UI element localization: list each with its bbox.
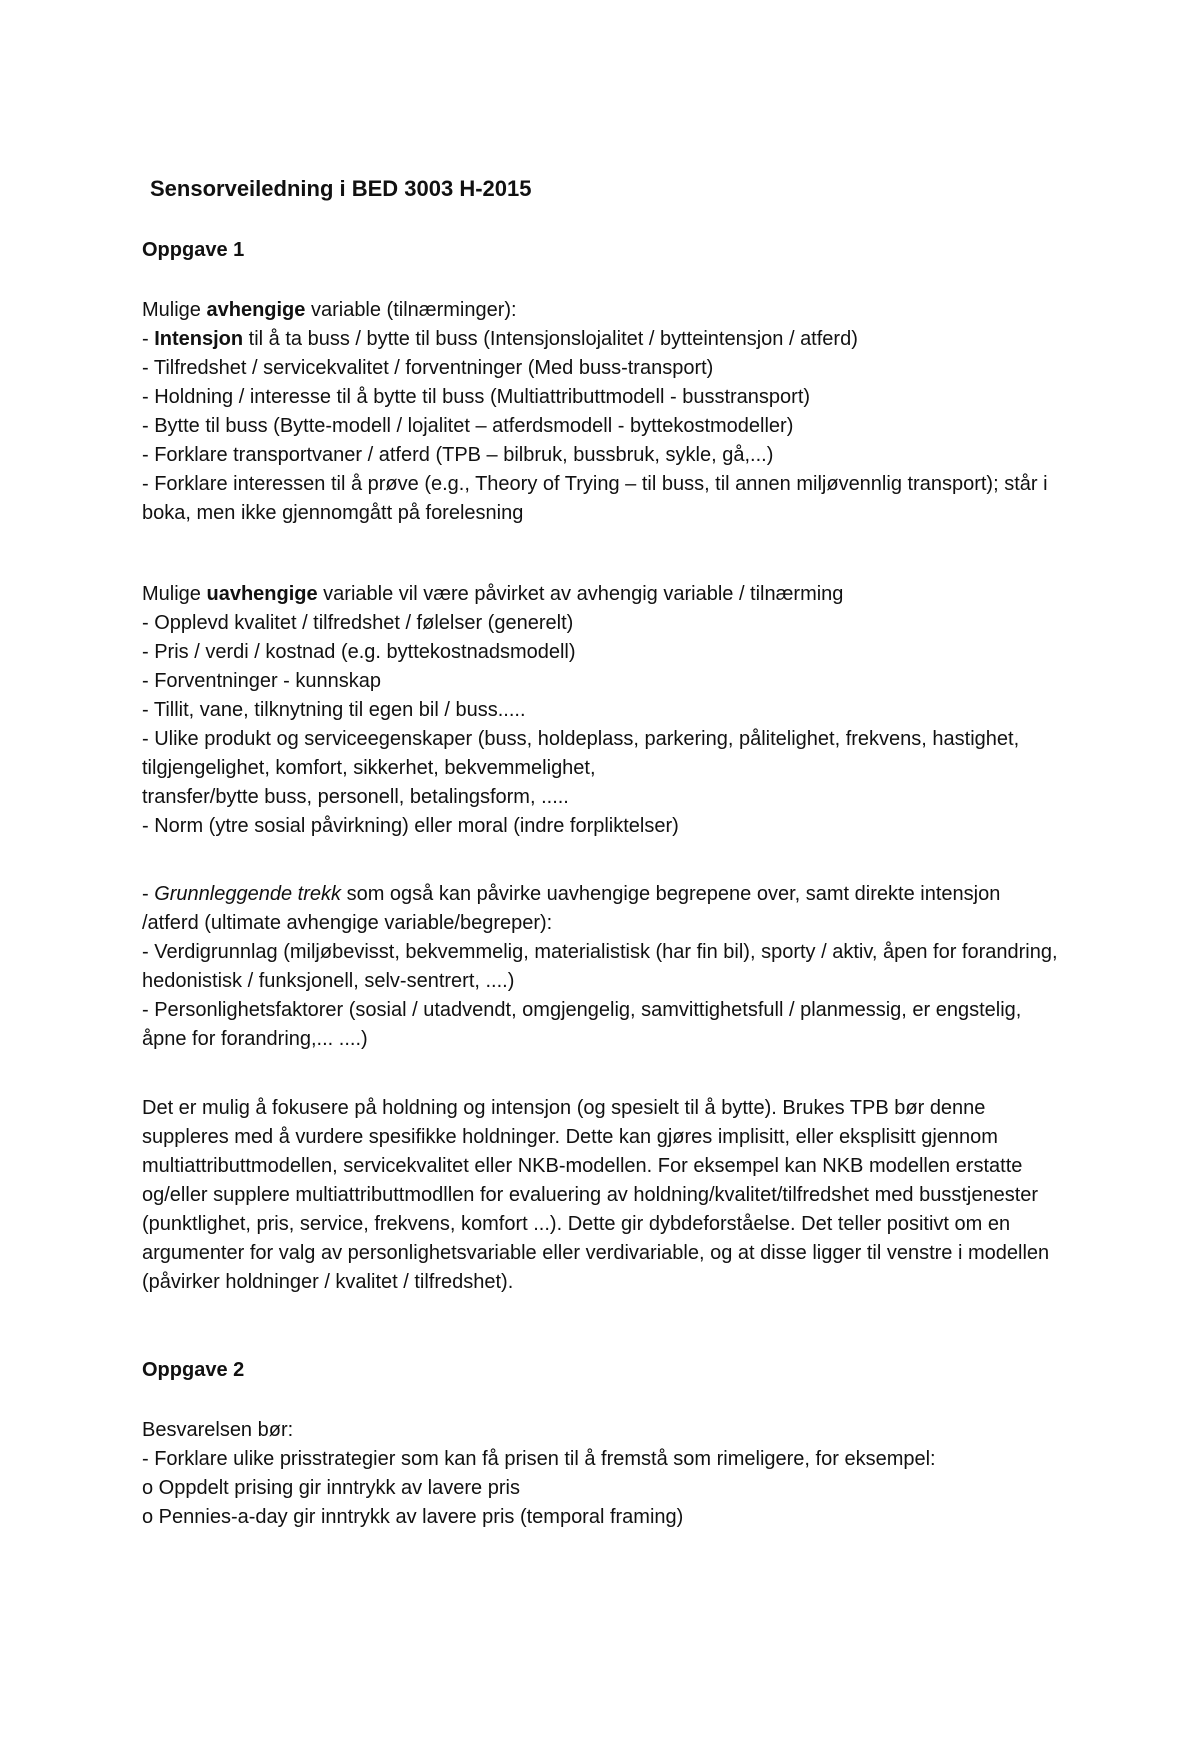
list-item: - Verdigrunnlag (miljøbevisst, bekvemmelig, materialistisk (har fin bil), sporty / aktiv, åpen for forandring, hedonistisk / funksjonell, selv-sentrert, ....) <box>142 941 1058 992</box>
list-item: - Holdning / interesse til å bytte til buss (Multiattributtmodell - busstransport) <box>142 386 811 408</box>
oppgave1-paragraph: Det er mulig å fokusere på holdning og intensjon (og spesielt til å bytte). Brukes TPB bør denne suppleres med å vurdere spesifikke holdninger. Dette kan gjøres implisitt, eller eksplisitt gjennom multiattributtmodellen, servicekvalitet eller NKB-modellen. For eksempel kan NKB modellen erstatte og/eller supplere multiattributtmodllen for evaluering av holdning/kvalitet/tilfredshet med busstjenester (punktlighet, pris, service, frekvens, komfort ...). Dette gir dybdeforståelse. Det teller positivt om en argumenter for valg av personlighetsvariable eller verdivariable, og at disse ligger til venstre i modellen (påvirker holdninger / kvalitet / tilfredshet). <box>142 1097 1050 1293</box>
oppgave2-section <box>142 1416 1062 1532</box>
list-item: - Forklare transportvaner / atferd (TPB – bilbruk, bussbruk, sykle, gå,...) <box>142 444 774 466</box>
oppgave2-intro: Besvarelsen bør: <box>142 1419 294 1441</box>
list-item: o Pennies-a-day gir inntrykk av lavere pris (temporal framing) <box>142 1506 684 1528</box>
dependent-intro: Mulige avhengige variable (tilnærminger): <box>142 299 517 321</box>
list-item: - Forklare interessen til å prøve (e.g., Theory of Trying – til buss, til annen miljøvennlig transport); står i boka, men ikke gjennomgått på forelesning <box>142 473 1048 524</box>
list-item: o Oppdelt prising gir inntrykk av lavere pris <box>142 1477 520 1499</box>
bold-term: Intensjon <box>154 328 244 350</box>
list-item: - Forventninger - kunnskap <box>142 670 382 692</box>
list-item: - Forklare ulike prisstrategier som kan få prisen til å fremstå som rimeligere, for eksempel: <box>142 1448 936 1470</box>
oppgave1-heading: Oppgave 1 <box>142 239 245 261</box>
bold-term: avhengige <box>206 299 306 321</box>
independent-variables-section <box>142 580 1062 841</box>
list-item: - Intensjon til å ta buss / bytte til buss (Intensjonslojalitet / bytteintensjon / atferd) <box>142 328 858 350</box>
list-item: transfer/bytte buss, personell, betalingsform, ..... <box>142 786 569 808</box>
list-item: - Pris / verdi / kostnad (e.g. byttekostnadsmodell) <box>142 641 576 663</box>
bold-term: uavhengige <box>206 583 318 605</box>
dependent-variables-section <box>142 296 1062 528</box>
list-item: - Tilfredshet / servicekvalitet / forventninger (Med buss-transport) <box>142 357 714 379</box>
independent-intro: Mulige uavhengige variable vil være påvirket av avhengig variable / tilnærming <box>142 583 844 605</box>
oppgave2-heading: Oppgave 2 <box>142 1359 245 1381</box>
page-title: Sensorveiledning i BED 3003 H-2015 <box>150 176 532 201</box>
list-item: - Opplevd kvalitet / tilfredshet / følelser (generelt) <box>142 612 574 634</box>
list-item: - Ulike produkt og serviceegenskaper (buss, holdeplass, parkering, pålitelighet, frekvens, hastighet, tilgjengelighet, komfort, sikkerhet, bekvemmelighet, <box>142 728 1020 779</box>
list-item: - Bytte til buss (Bytte-modell / lojalitet – atferdsmodell - byttekostmodeller) <box>142 415 794 437</box>
traits-intro: - Grunnleggende trekk som også kan påvirke uavhengige begrepene over, samt direkte intensjon /atferd (ultimate avhengige variable/begreper): <box>142 883 1001 934</box>
italic-term: Grunnleggende trekk <box>154 883 342 905</box>
list-item: - Personlighetsfaktorer (sosial / utadvendt, omgjengelig, samvittighetsfull / planmessig, er engstelig, åpne for forandring,... ....) <box>142 999 1022 1050</box>
list-item: - Norm (ytre sosial påvirkning) eller moral (indre forpliktelser) <box>142 815 679 837</box>
basic-traits-section <box>142 880 1062 1054</box>
list-item: - Tillit, vane, tilknytning til egen bil / buss..... <box>142 699 526 721</box>
